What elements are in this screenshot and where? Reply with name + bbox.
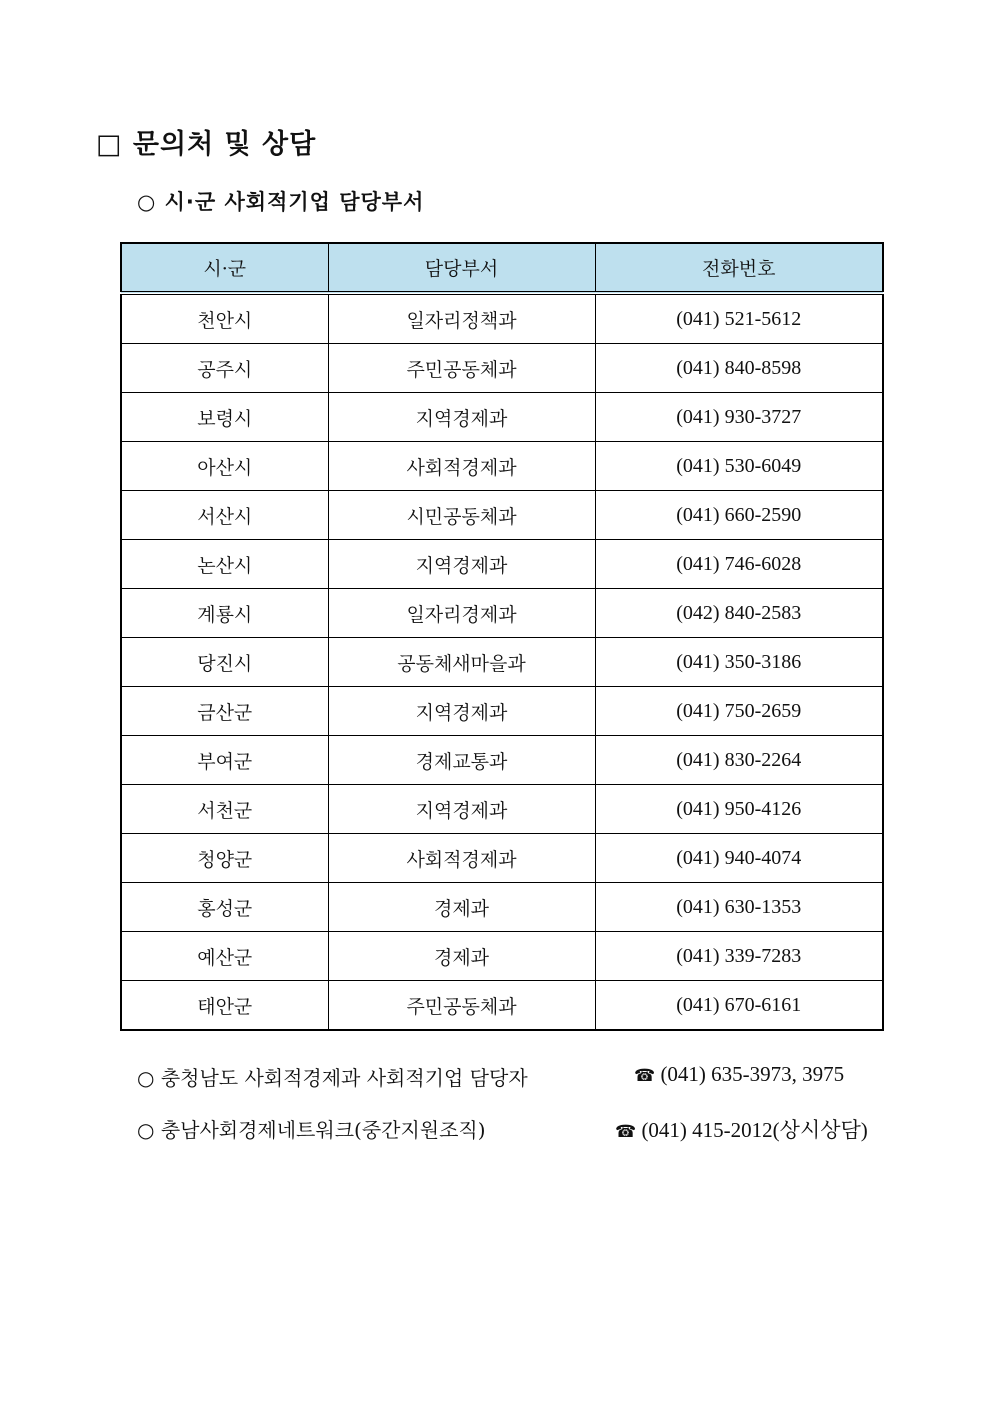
cell-phone: (041) 350-3186 xyxy=(595,638,883,687)
cell-city: 아산시 xyxy=(121,442,328,491)
cell-phone: (041) 930-3727 xyxy=(595,393,883,442)
department-table xyxy=(120,242,884,1031)
cell-phone: (041) 660-2590 xyxy=(595,491,883,540)
cell-city: 서산시 xyxy=(121,491,328,540)
cell-city: 금산군 xyxy=(121,687,328,736)
cell-phone: (042) 840-2583 xyxy=(595,589,883,638)
subheading: ○ 시·군 사회적기업 담당부서 xyxy=(137,190,425,214)
header-phone: 전화번호 xyxy=(595,243,883,293)
header-city: 시·군 xyxy=(121,243,328,293)
contact-chungnam xyxy=(137,1062,845,1091)
table-row xyxy=(121,344,883,393)
cell-city: 논산시 xyxy=(121,540,328,589)
table-header-row xyxy=(121,243,883,293)
table-row xyxy=(121,491,883,540)
table-row xyxy=(121,589,883,638)
cell-department: 경제과 xyxy=(328,932,595,981)
table-row xyxy=(121,834,883,883)
section-heading: □ 문의처 및 상담 xyxy=(96,129,317,160)
cell-department: 지역경제과 xyxy=(328,687,595,736)
table-body xyxy=(121,293,883,1030)
cell-department: 주민공동체과 xyxy=(328,344,595,393)
cell-phone: (041) 950-4126 xyxy=(595,785,883,834)
table-row xyxy=(121,293,883,344)
bullet-circle: ○ xyxy=(137,1066,155,1090)
cell-phone: (041) 521-5612 xyxy=(595,293,883,344)
table-row xyxy=(121,981,883,1031)
cell-city: 예산군 xyxy=(121,932,328,981)
table-row xyxy=(121,540,883,589)
cell-city: 당진시 xyxy=(121,638,328,687)
cell-phone: (041) 339-7283 xyxy=(595,932,883,981)
cell-department: 사회적경제과 xyxy=(328,834,595,883)
cell-city: 홍성군 xyxy=(121,883,328,932)
cell-city: 서천군 xyxy=(121,785,328,834)
cell-department: 지역경제과 xyxy=(328,540,595,589)
table-row xyxy=(121,687,883,736)
cell-department: 사회적경제과 xyxy=(328,442,595,491)
cell-department: 일자리경제과 xyxy=(328,589,595,638)
cell-phone: (041) 750-2659 xyxy=(595,687,883,736)
table-row xyxy=(121,638,883,687)
header-department: 담당부서 xyxy=(328,243,595,293)
contact-label: 충청남도 사회적경제과 사회적기업 담당자 xyxy=(160,1066,528,1090)
cell-city: 부여군 xyxy=(121,736,328,785)
cell-department: 지역경제과 xyxy=(328,393,595,442)
contact-label: 충남사회경제네트워크(중간지원조직) xyxy=(160,1118,486,1142)
cell-city: 청양군 xyxy=(121,834,328,883)
table-row xyxy=(121,785,883,834)
cell-city: 천안시 xyxy=(121,293,328,344)
cell-department: 경제과 xyxy=(328,883,595,932)
cell-phone: (041) 940-4074 xyxy=(595,834,883,883)
table-row xyxy=(121,442,883,491)
contact-phone: (041) 415-2012(상시상담) xyxy=(641,1118,868,1142)
cell-department: 주민공동체과 xyxy=(328,981,595,1031)
table-row xyxy=(121,393,883,442)
table-row xyxy=(121,932,883,981)
cell-phone: (041) 830-2264 xyxy=(595,736,883,785)
cell-city: 태안군 xyxy=(121,981,328,1031)
department-table-container xyxy=(120,242,882,1031)
cell-phone: (041) 840-8598 xyxy=(595,344,883,393)
cell-department: 일자리정책과 xyxy=(328,293,595,344)
cell-city: 보령시 xyxy=(121,393,328,442)
phone-icon: ☎ xyxy=(634,1066,656,1085)
cell-phone: (041) 530-6049 xyxy=(595,442,883,491)
cell-phone: (041) 670-6161 xyxy=(595,981,883,1031)
table-row xyxy=(121,736,883,785)
contact-phone-group xyxy=(615,1114,868,1144)
cell-department: 지역경제과 xyxy=(328,785,595,834)
bullet-circle: ○ xyxy=(137,1118,155,1142)
cell-department: 공동체새마을과 xyxy=(328,638,595,687)
phone-icon: ☎ xyxy=(615,1122,637,1141)
contact-network xyxy=(137,1114,868,1143)
cell-phone: (041) 630-1353 xyxy=(595,883,883,932)
table-row xyxy=(121,883,883,932)
contact-phone: (041) 635-3973, 3975 xyxy=(660,1062,845,1086)
contact-phone-group xyxy=(634,1062,844,1087)
cell-city: 공주시 xyxy=(121,344,328,393)
cell-phone: (041) 746-6028 xyxy=(595,540,883,589)
cell-city: 계룡시 xyxy=(121,589,328,638)
cell-department: 시민공동체과 xyxy=(328,491,595,540)
cell-department: 경제교통과 xyxy=(328,736,595,785)
